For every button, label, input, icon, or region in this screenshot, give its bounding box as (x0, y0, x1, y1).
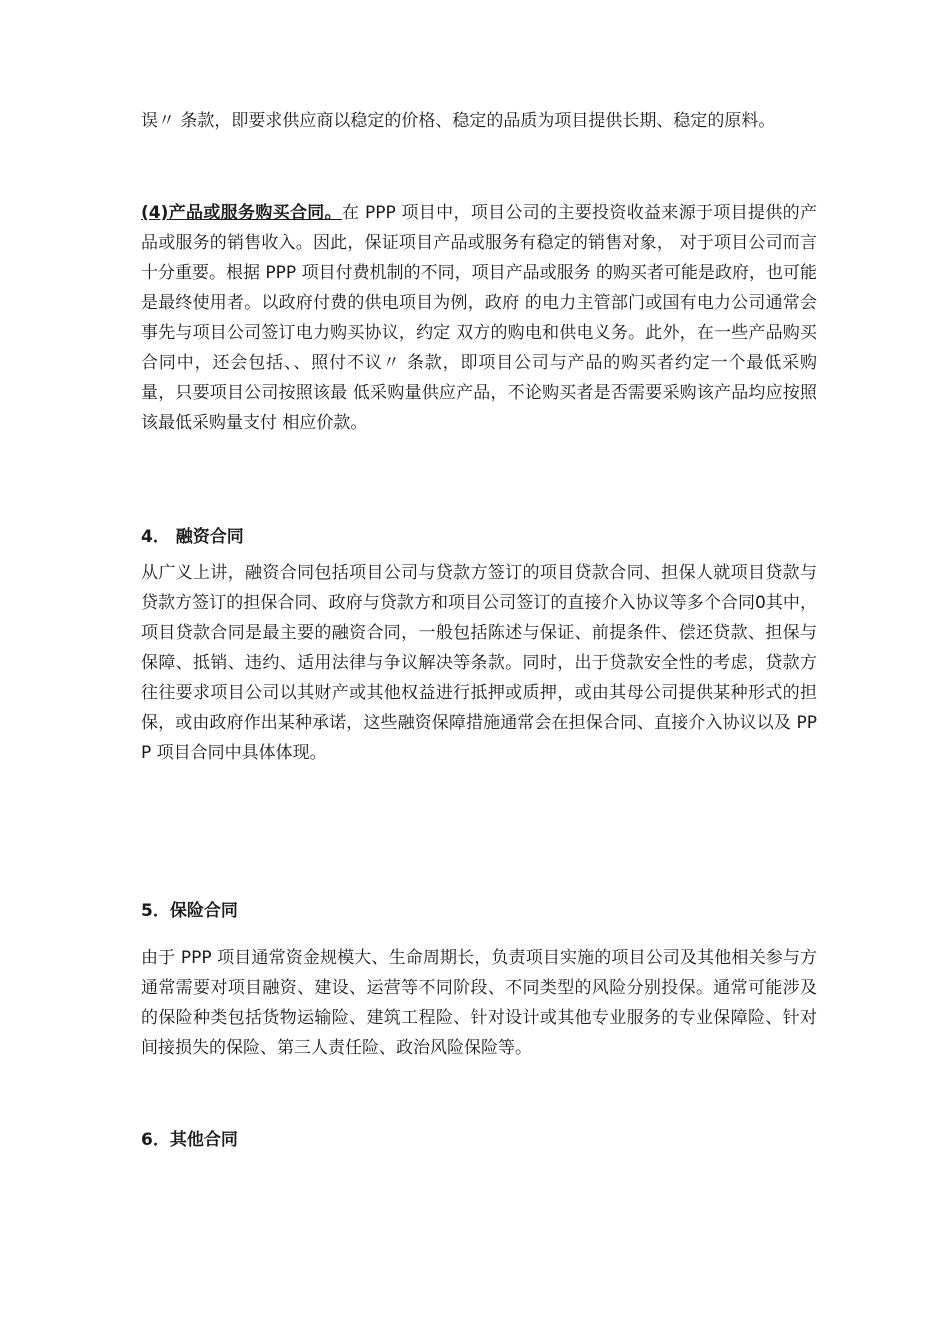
heading-insurance-contract: 5．保险合同 (141, 901, 238, 921)
purchase-contract-title: (4)产品或服务购买合同。 (141, 203, 342, 223)
paragraph-insurance-contract: 由于 PPP 项目通常资金规模大、生命周期长，负责项目实施的项目公司及其他相关参与方通常需要对项目融资、建设、运营等不同阶段、不同类型的风险分别投保。通常可能涉及的保险种类包括货物运输险、建筑工程险、针对设计或其他专业服务的专业保障险、针对间接损失的保险、第三人责任险、政治风险保险等。 (141, 948, 817, 1058)
heading-other-contracts: 6．其他合同 (141, 1130, 238, 1150)
paragraph-purchase-contract (141, 198, 817, 438)
paragraph-supply-contract-end: 误〃 条款，即要求供应商以稳定的价格、稳定的品质为项目提供长期、稳定的原料。 (141, 111, 776, 131)
purchase-contract-body: 在 PPP 项目中，项目公司的主要投资收益来源于项目提供的产品或服务的销售收入。因此，保证项目产品或服务有稳定的销售对象， 对于项目公司而言十分重要。根据 PPP 项目付费机制的不同，项目产品或服务 的购买者可能是政府，也可能是最终使用者。以政府付费的供电项目为例，政府 的电力主管部门或国有电力公司通常会事先与项目公司签订电力购买协议，约定 双方的购电和供电义务。此外，在一些产品购买合同中，还会包括、、照付不议〃 条款，即项目公司与产品的购买者约定一个最低采购量，只要项目公司按照该最 低采购量供应产品，不论购买者是否需要采购该产品均应按照该最低采购量支付 相应价款。 (141, 203, 818, 433)
paragraph-financing-contract: 从广义上讲，融资合同包括项目公司与贷款方签订的项目贷款合同、担保人就项目贷款与贷款方签订的担保合同、政府与贷款方和项目公司签订的直接介入协议等多个合同0其中，项目贷款合同是最主要的融资合同，一般包括陈述与保证、前提条件、偿还贷款、担保与保障、抵销、违约、适用法律与争议解决等条款。同时，出于贷款安全性的考虑，贷款方往往要求项目公司以其财产或其他权益进行抵押或质押，或由其母公司提供某种形式的担保，或由政府作出某种承诺，这些融资保障措施通常会在担保合同、直接介入协议以及 PPP 项目合同中具体体现。 (141, 563, 817, 763)
heading-financing-contract: 4． 融资合同 (141, 527, 244, 547)
